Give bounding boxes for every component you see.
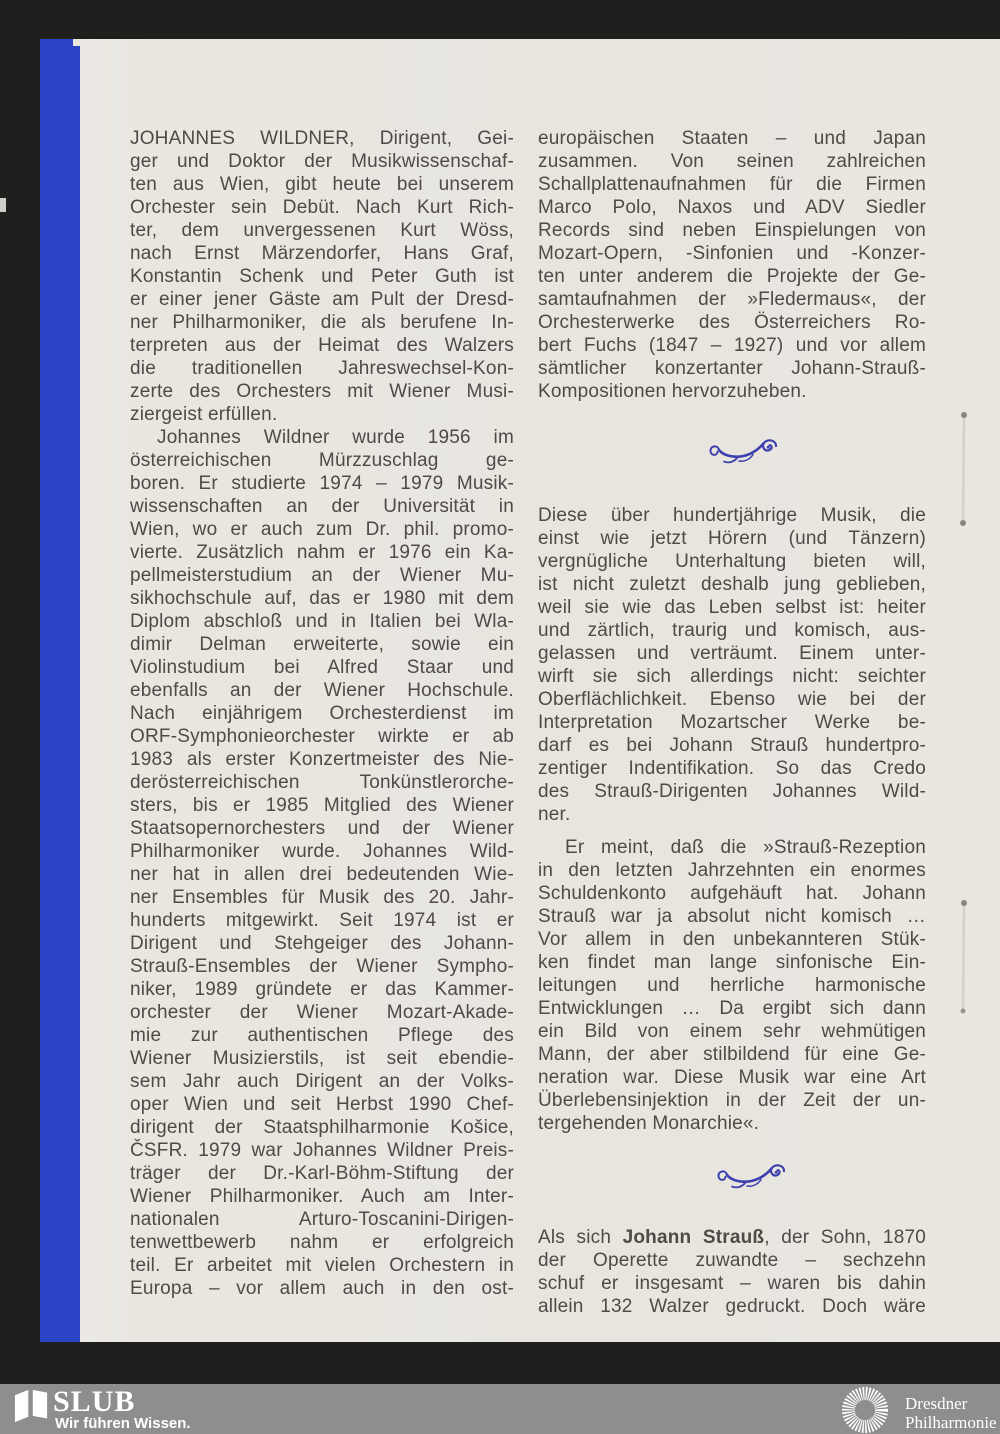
paragraph: [538, 504, 926, 826]
paragraph: [538, 1226, 926, 1318]
text-line: Entwicklungen … Da ergibt sich dann: [538, 998, 926, 1019]
text-line: sters, bis er 1985 Mitglied des Wiener: [130, 795, 514, 816]
text-line: Dirigent und Stehgeiger des Johann-: [130, 933, 514, 954]
text-line: ČSFR. 1979 war Johannes Wildner Preis-: [130, 1140, 514, 1161]
text-line: 1983 als erster Konzertmeister des Nie-: [130, 749, 514, 770]
text-line: Strauß-Ensembles der Wiener Sympho-: [130, 956, 514, 977]
text-line: mie zur authentischen Pflege des: [130, 1025, 514, 1046]
text-line: Schallplattenaufnahmen für die Firmen: [538, 174, 926, 195]
text-line: einst wie jetzt Hörern (und Tänzern): [538, 528, 926, 549]
paragraph: [130, 426, 514, 1300]
text-line: Konstantin Schenk und Peter Guth ist: [130, 266, 514, 287]
text-line: Orchester sein Debüt. Nach Kurt Rich-: [130, 197, 514, 218]
scan-artifact: [0, 198, 6, 212]
text-line: tenwettbewerb nahm er erfolgreich: [130, 1232, 514, 1253]
text-line: Johannes Wildner wurde 1956 im: [157, 427, 514, 448]
starburst-icon: [839, 1385, 891, 1434]
text-line: ten unter anderem die Projekte der Ge-: [538, 266, 926, 287]
text-line: nationalen Arturo-Toscanini-Dirigen-: [130, 1209, 514, 1230]
slub-logo[interactable]: [14, 1384, 264, 1434]
text-line: europäischen Staaten – und Japan: [538, 128, 926, 149]
text-line: Oberflächlichkeit. Ebenso wie bei der: [538, 689, 926, 710]
text-line: Schuldenkonto aufgehäuft hat. Johann: [538, 883, 926, 904]
text-line: dirigent der Staatsphilharmonie Košice,: [130, 1117, 514, 1138]
text-line: ter, dem unvergessenen Kurt Wöss,: [130, 220, 514, 241]
text-line: orchester der Wiener Mozart-Akade-: [130, 1002, 514, 1023]
text-line: Als sich Johann Strauß, der Sohn, 1870: [538, 1227, 927, 1248]
blue-margin-stripe: [40, 39, 80, 1342]
staple-mark: [958, 895, 970, 1019]
text-line: neration war. Diese Musik war eine Art: [538, 1067, 926, 1088]
text-line: die traditionellen Jahreswechsel-Kon-: [130, 358, 514, 379]
text-line: wissenschaften an der Universität in: [130, 496, 514, 517]
slub-wordmark: SLUB: [53, 1385, 136, 1418]
text-line: Diese über hundertjährige Musik, die: [538, 505, 926, 526]
text-line: ken findet man lange sinfonische Ein-: [538, 952, 926, 973]
text-line: Records sind neben Einspielungen von: [538, 220, 926, 241]
paragraph: [538, 127, 926, 403]
text-line: Diplom abschloß und in Italien bei Wla-: [130, 611, 514, 632]
text-line: Mozart-Opern, -Sinfonien und -Konzer-: [538, 243, 926, 264]
text-line: Kompositionen hervorzuheben.: [538, 381, 807, 402]
viewer-footer: [0, 1384, 1000, 1434]
text-line: derösterreichischen Tonkünstlerorche-: [130, 772, 514, 793]
text-line: Orchesterwerke des Österreichers Ro-: [538, 312, 926, 333]
flourish-ornament-icon: [698, 437, 786, 465]
text-line: pellmeisterstudium an der Wiener Mu-: [130, 565, 514, 586]
text-line: Überlebensinjektion in der Zeit der un-: [538, 1090, 926, 1111]
text-line: Vor allem in den unbekannteren Stük-: [538, 929, 926, 950]
text-line: des Strauß-Dirigenten Johannes Wild-: [538, 781, 926, 802]
left-column: [130, 127, 514, 1300]
open-book-icon: [14, 1387, 48, 1425]
text-line: terpreten aus der Heimat des Walzers: [130, 335, 514, 356]
text-line: wirft sie sich allerdings nicht: seichter: [538, 666, 926, 687]
text-line: Mann, der aber stilbildend für eine Ge-: [538, 1044, 926, 1065]
text-line: zerte des Orchesters mit Wiener Musi-: [130, 381, 514, 402]
text-line: tergehenden Monarchie«.: [538, 1113, 760, 1134]
text-line: bert Fuchs (1847 – 1927) und vor allem: [538, 335, 926, 356]
text-line: darf es bei Johann Strauß hundertpro-: [538, 735, 926, 756]
text-line: ebenfalls an der Wiener Hochschule.: [130, 680, 514, 701]
text-line: Wiener Musizierstils, ist seit ebendie-: [130, 1048, 514, 1069]
text-line: zusammen. Von seinen zahlreichen: [538, 151, 926, 172]
text-line: Strauß war ja absolut nicht komisch …: [538, 906, 926, 927]
text-line: leitungen und herrliche harmonische: [538, 975, 926, 996]
text-line: niker, 1989 gründete er das Kammer-: [130, 979, 514, 1000]
text-line: träger der Dr.-Karl-Böhm-Stiftung der: [130, 1163, 514, 1184]
text-line: gelassen und verträumt. Einem unter-: [538, 643, 926, 664]
scanned-page: [40, 39, 1000, 1342]
text-line: teil. Er arbeitet mit vielen Orchestern in: [130, 1255, 514, 1276]
text-line: schuf er insgesamt – waren bis dahin: [538, 1273, 926, 1294]
text-line: hunderts mitgewirkt. Seit 1974 ist er: [130, 910, 514, 931]
staple-mark: [958, 407, 970, 531]
paper-notch: [73, 39, 82, 46]
text-line: allein 132 Walzer gedruckt. Doch wäre: [538, 1296, 926, 1317]
text-line: oper Wien und seit Herbst 1990 Chef-: [130, 1094, 514, 1115]
text-line: JOHANNES WILDNER, Dirigent, Gei-: [130, 128, 514, 149]
text-line: Nach einjährigem Orchesterdienst im: [130, 703, 514, 724]
philharmonie-line2: Philharmonie: [905, 1413, 997, 1432]
text-line: in den letzten Jahrzehnten ein enormes: [538, 860, 926, 881]
flourish-ornament-icon: [706, 1162, 794, 1190]
slub-tagline: Wir führen Wissen.: [55, 1415, 191, 1432]
text-line: ten aus Wien, gibt heute bei unserem: [130, 174, 514, 195]
text-line: Staatsopernorchesters und der Wiener: [130, 818, 514, 839]
text-line: Europa – vor allem auch in den ost-: [130, 1278, 514, 1299]
text-line: sämtlicher konzertanter Johann-Strauß-: [538, 358, 926, 379]
text-line: und zärtlich, traurig und komisch, aus-: [538, 620, 926, 641]
text-line: ziergeist erfüllen.: [130, 404, 278, 425]
text-line: vierte. Zusätzlich nahm er 1976 ein Ka-: [130, 542, 514, 563]
text-line: vergnügliche Unterhaltung bieten will,: [538, 551, 926, 572]
text-line: Interpretation Mozartscher Werke be-: [538, 712, 926, 733]
paragraph: [538, 836, 926, 1135]
text-line: er einer jener Gäste am Pult der Dresd-: [130, 289, 514, 310]
text-line: Er meint, daß die »Strauß-Rezeption: [565, 837, 926, 858]
philharmonie-wordmark: [905, 1394, 997, 1432]
text-line: der Operette zuwandte – sechzehn: [538, 1250, 926, 1271]
text-line: dimir Delman erweiterte, sowie ein: [130, 634, 514, 655]
dresdner-philharmonie-logo[interactable]: [832, 1384, 1000, 1434]
philharmonie-line1: Dresdner: [905, 1394, 968, 1413]
text-line: Wiener Philharmoniker. Auch am Inter-: [130, 1186, 514, 1207]
text-line: ner Ensembles für Musik des 20. Jahr-: [130, 887, 514, 908]
text-line: ger und Doktor der Musikwissenschaf-: [130, 151, 514, 172]
text-line: sem Jahr auch Dirigent an der Volks-: [130, 1071, 514, 1092]
text-line: Philharmoniker wurde. Johannes Wild-: [130, 841, 514, 862]
text-line: weil sie wie das Leben selbst ist: heiter: [538, 597, 926, 618]
text-line: ist nicht zuletzt deshalb jung geblieben,: [538, 574, 926, 595]
text-line: samtaufnahmen der »Fledermaus«, der: [538, 289, 926, 310]
text-line: ORF-Symphonieorchester wirkte er ab: [130, 726, 514, 747]
text-line: Marco Polo, Naxos und ADV Siedler: [538, 197, 926, 218]
text-line: österreichischen Mürzzuschlag ge-: [130, 450, 514, 471]
text-line: ner hat in allen drei bedeutenden Wie-: [130, 864, 514, 885]
text-line: zentiger Indentifikation. So das Credo: [538, 758, 926, 779]
paragraph: [130, 127, 514, 426]
text-line: nach Ernst Märzendorfer, Hans Graf,: [130, 243, 514, 264]
text-line: Violinstudium bei Alfred Staar und: [130, 657, 514, 678]
text-line: ein Bild von einem sehr wehmütigen: [538, 1021, 926, 1042]
text-line: ner Philharmoniker, die als berufene In-: [130, 312, 514, 333]
right-column: [538, 127, 926, 1318]
text-line: boren. Er studierte 1974 – 1979 Musik-: [130, 473, 514, 494]
text-line: sikhochschule auf, das er 1980 mit dem: [130, 588, 514, 609]
text-line: Wien, wo er auch zum Dr. phil. promo-: [130, 519, 514, 540]
text-line: ner.: [538, 804, 571, 825]
